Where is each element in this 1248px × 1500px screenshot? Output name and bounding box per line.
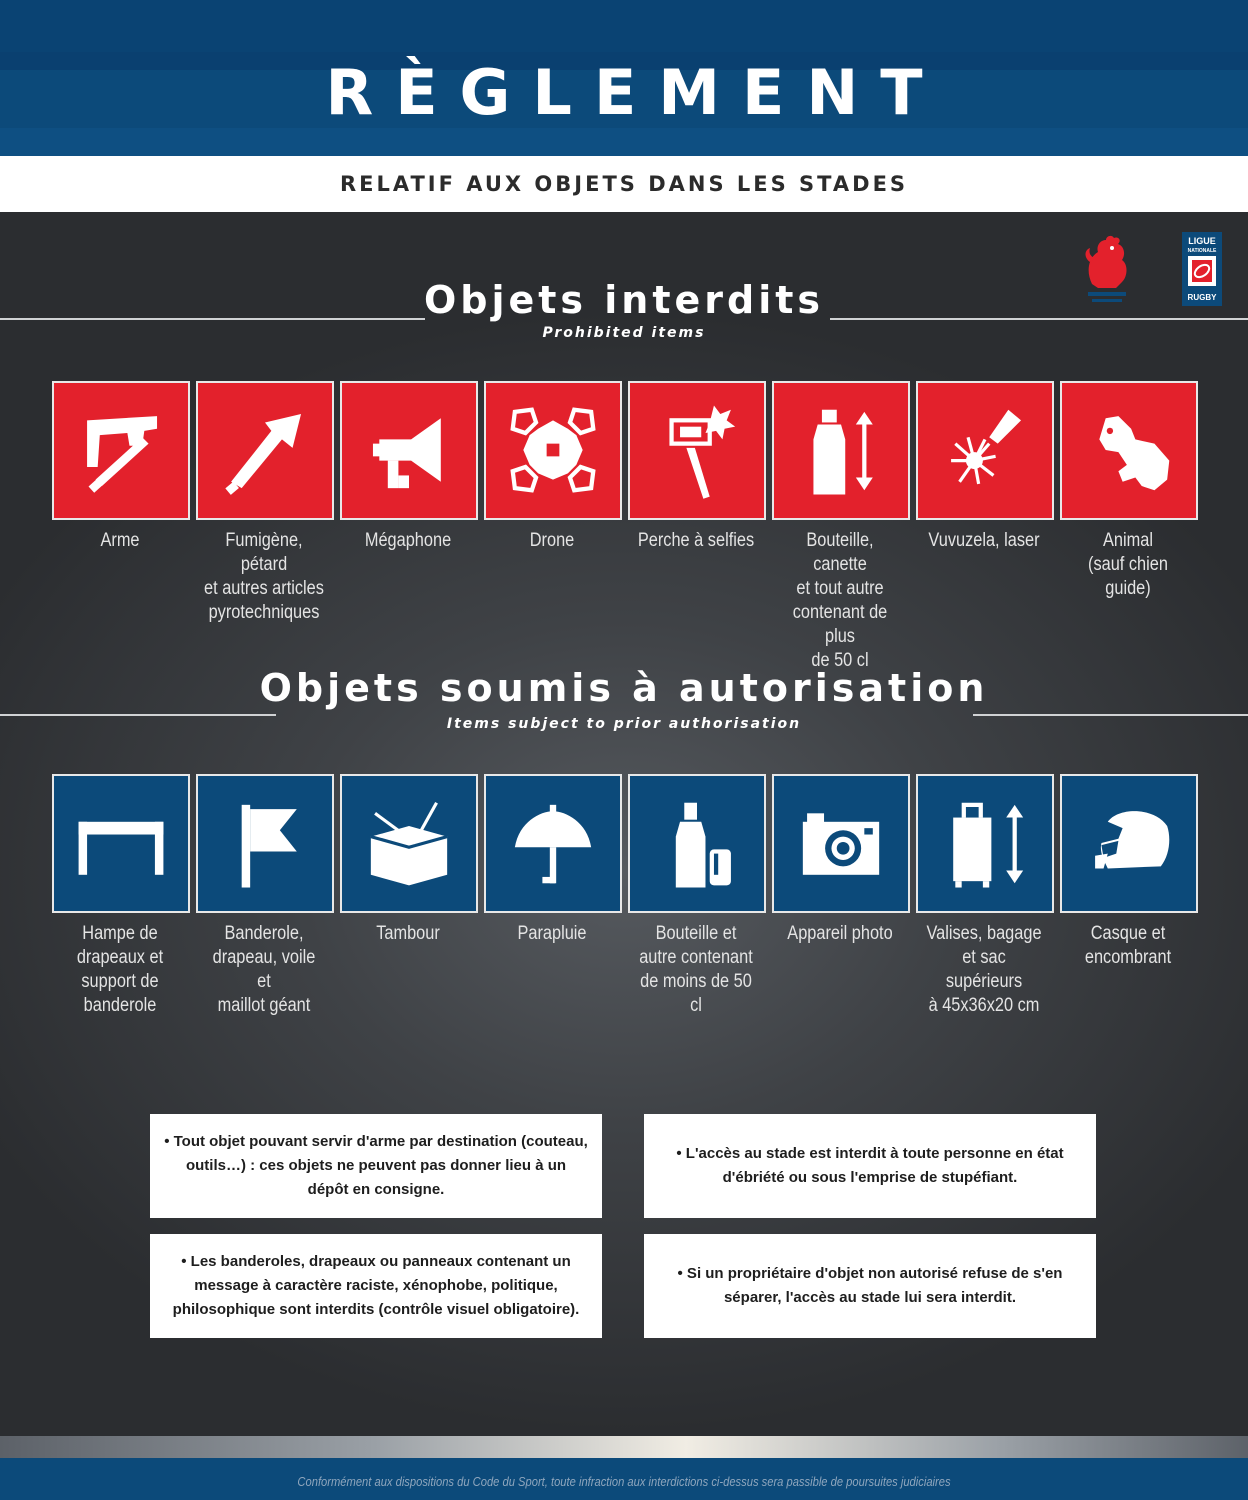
- caption-text: Appareil photo: [787, 923, 893, 944]
- prohibited-tile-animal: [1060, 381, 1198, 520]
- caption-text: Valises, bagage et sac supérieurs à 45x36x20 cm: [926, 923, 1042, 1016]
- prohibited-caption: [492, 529, 612, 553]
- weapon-icon: [68, 397, 174, 503]
- prohibited-title: Objets interdits: [423, 278, 825, 322]
- helmet-icon: [1076, 790, 1182, 896]
- authorised-tile-flag: [196, 774, 334, 913]
- authorised-caption: [204, 922, 324, 1018]
- authorised-caption: [492, 922, 612, 946]
- prohibited-tile-megaphone: [340, 381, 478, 520]
- note-text: • Les banderoles, drapeaux ou panneaux contenant un message à caractère raciste, xénophobe, politique, philosophique sont interdits (contrôle visuel obligatoire).: [172, 1253, 580, 1318]
- note-text: • Tout objet pouvant servir d'arme par destination (couteau, outils…) : ces objets ne peuvent pas donner lieu à un dépôt en consigne.: [164, 1133, 588, 1198]
- page-subtitle: RELATIF AUX OBJETS DANS LES STADES: [339, 172, 909, 196]
- caption-text: Fumigène, pétard et autres articles pyrotechniques: [204, 530, 324, 623]
- authorised-caption: [348, 922, 468, 946]
- authorised-tile-helmet: [1060, 774, 1198, 913]
- prohibited-caption: [60, 529, 180, 553]
- caption-text: Hampe de drapeaux et support de banderole: [76, 923, 164, 1016]
- authorised-tile-camera: [772, 774, 910, 913]
- caption-text: Vuvuzela, laser: [928, 530, 1040, 551]
- authorised-caption: [780, 922, 900, 946]
- prohibited-subtitle: Prohibited items: [542, 325, 706, 341]
- prohibited-caption: [1068, 529, 1188, 601]
- authorised-caption: [60, 922, 180, 1018]
- small-bottle-icon: [644, 790, 750, 896]
- camera-icon: [788, 790, 894, 896]
- caption-text: Bouteille, canette et tout autre contenant de plus de 50 cl: [792, 530, 888, 671]
- megaphone-icon: [356, 397, 462, 503]
- note-text: • Si un propriétaire d'objet non autorisé refuse de s'en séparer, l'accès au stade lui sera interdit.: [677, 1265, 1063, 1306]
- caption-text: Banderole, drapeau, voile et maillot géant: [212, 923, 316, 1016]
- note-refusal: [644, 1234, 1096, 1338]
- suitcase-icon: [932, 790, 1038, 896]
- caption-text: Perche à selfies: [637, 530, 755, 551]
- caption-text: Arme: [100, 530, 140, 551]
- caption-text: Casque et encombrant: [1084, 923, 1172, 968]
- caption-text: Tambour: [376, 923, 440, 944]
- authorised-tile-drum: [340, 774, 478, 913]
- header-stripe: [0, 0, 1248, 52]
- authorised-tile-banner-pole: [52, 774, 190, 913]
- prohibited-caption: [204, 529, 324, 625]
- authorised-caption: [924, 922, 1044, 1018]
- drum-icon: [356, 790, 462, 896]
- caption-text: Parapluie: [517, 923, 587, 944]
- footer-metallic-bar: [0, 1436, 1248, 1458]
- umbrella-icon: [500, 790, 606, 896]
- note-weapon-by-destination: [150, 1114, 602, 1218]
- prohibited-tile-bottle: [772, 381, 910, 520]
- note-intoxication: [644, 1114, 1096, 1218]
- prohibited-caption: [924, 529, 1044, 553]
- prohibited-tile-weapon: [52, 381, 190, 520]
- lnr-logo-line2: NATIONALE: [1187, 248, 1217, 254]
- footer-disclaimer: Conformément aux dispositions du Code du Sport, toute infraction aux interdictions ci-dessus sera passible de poursuites judiciaires: [297, 1474, 951, 1489]
- authorised-caption: [636, 922, 756, 1018]
- prohibited-caption: [780, 529, 900, 673]
- flag-icon: [212, 790, 318, 896]
- drone-icon: [500, 397, 606, 503]
- page-title: RÈGLEMENT: [325, 56, 945, 129]
- authorised-tile-suitcase: [916, 774, 1054, 913]
- caption-text: Mégaphone: [364, 530, 452, 551]
- caption-text: Drone: [529, 530, 575, 551]
- prohibited-tile-laser: [916, 381, 1054, 520]
- banner-pole-icon: [68, 790, 174, 896]
- caption-text: Bouteille et autre contenant de moins de 50 cl: [639, 923, 753, 1016]
- authorised-caption: [1068, 922, 1188, 970]
- prohibited-tile-flare: [196, 381, 334, 520]
- prohibited-tile-drone: [484, 381, 622, 520]
- selfie-stick-icon: [644, 397, 750, 503]
- prohibited-tile-selfie-stick: [628, 381, 766, 520]
- authorised-subtitle: Items subject to prior authorisation: [446, 716, 802, 732]
- note-text: • L'accès au stade est interdit à toute personne en état d'ébriété ou sous l'emprise de stupéfiant.: [676, 1145, 1064, 1186]
- note-offensive-banners: [150, 1234, 602, 1338]
- flare-icon: [212, 397, 318, 503]
- authorised-tile-umbrella: [484, 774, 622, 913]
- animal-icon: [1076, 397, 1182, 503]
- header-stripe: [0, 128, 1248, 156]
- prohibited-caption: [348, 529, 468, 553]
- laser-icon: [932, 397, 1038, 503]
- lnr-logo-line1: LIGUE: [1188, 236, 1216, 246]
- lnr-logo-line3: RUGBY: [1187, 293, 1217, 302]
- authorised-title: Objets soumis à autorisation: [259, 666, 989, 710]
- bottle-icon: [788, 397, 894, 503]
- authorised-tile-small-bottle: [628, 774, 766, 913]
- caption-text: Animal (sauf chien guide): [1088, 530, 1168, 599]
- prohibited-caption: [636, 529, 756, 553]
